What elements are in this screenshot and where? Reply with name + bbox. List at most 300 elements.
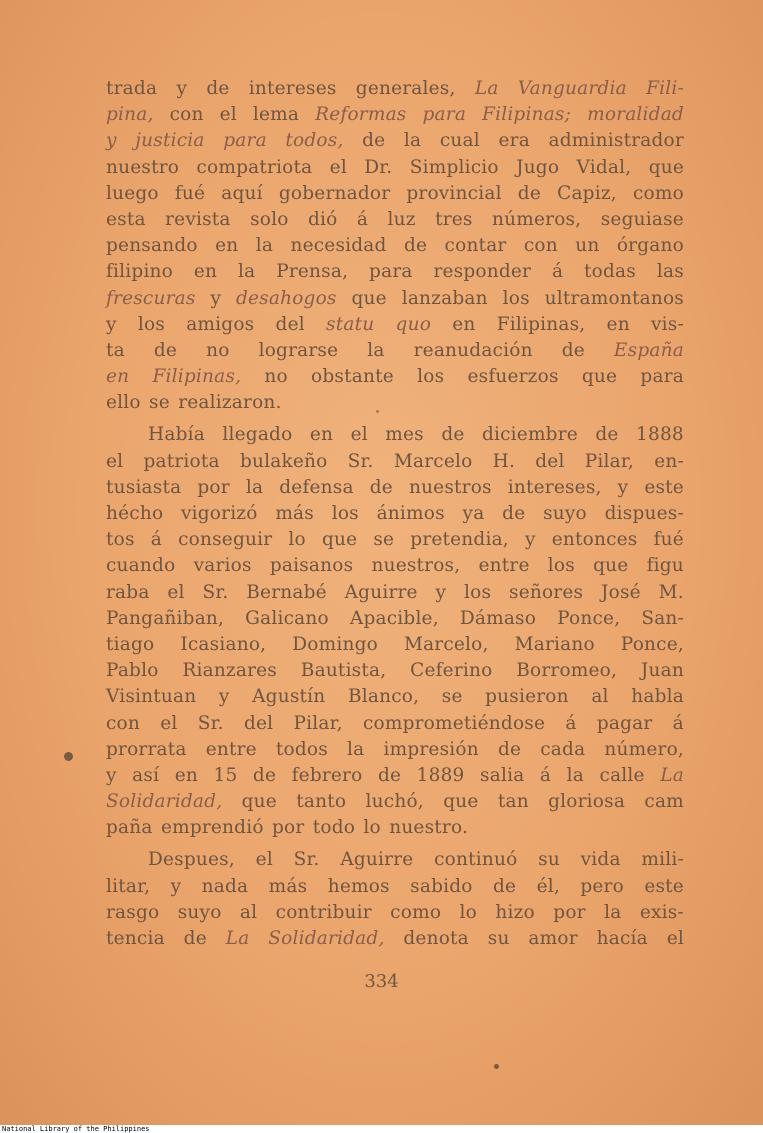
word: tan	[497, 791, 529, 813]
text-line	[106, 684, 684, 710]
word: por	[553, 901, 586, 923]
text-line	[106, 475, 684, 501]
italic-word: justicia	[135, 130, 205, 152]
page-number: 334	[364, 971, 399, 992]
word: de	[377, 764, 402, 786]
text-line	[106, 501, 684, 527]
word: á	[551, 261, 564, 283]
word: Marcelo	[393, 450, 473, 472]
word: del	[243, 712, 274, 734]
word: contar	[444, 235, 507, 257]
word: en	[606, 313, 630, 335]
word: Bautista,	[300, 660, 387, 682]
word: gobernador	[278, 182, 391, 204]
word: la	[566, 764, 585, 786]
word: que	[443, 791, 479, 813]
word: Apacible,	[349, 607, 439, 629]
word: lo	[288, 529, 306, 551]
word: intereses	[248, 78, 337, 99]
word: luz	[387, 208, 416, 230]
text-line	[106, 128, 684, 154]
italic-word: La	[474, 78, 499, 99]
word: administrador	[548, 130, 684, 152]
word: tos	[106, 529, 135, 551]
italic-word: Vanguardia	[517, 78, 627, 99]
text-line	[106, 181, 684, 207]
word: y	[106, 764, 117, 786]
word: Rianzares	[182, 660, 277, 682]
word: la	[245, 476, 264, 498]
ink-speck	[376, 410, 379, 413]
ink-speck	[64, 752, 73, 761]
word: Aguirre	[340, 849, 414, 871]
word: del	[275, 313, 305, 335]
library-credit: National Library of the Philippines	[2, 1125, 150, 1133]
text-line	[106, 815, 684, 841]
word: Sr.	[347, 450, 374, 472]
word: todos	[275, 738, 328, 760]
word: cam	[644, 791, 684, 813]
word: á	[672, 712, 684, 734]
word: por	[197, 476, 230, 498]
word: paña	[106, 817, 153, 839]
word: que	[241, 791, 277, 813]
word: raba	[106, 581, 150, 603]
word: suyo	[177, 901, 222, 923]
word: más	[268, 875, 308, 897]
word: esta	[106, 208, 146, 230]
word: dispues-	[604, 503, 684, 524]
word: habla	[631, 686, 684, 708]
word: Dámaso	[459, 607, 537, 629]
word: reanudación	[413, 339, 533, 361]
word: de	[497, 738, 522, 760]
word: lo	[363, 817, 381, 839]
word: 1888	[636, 424, 684, 446]
word: de	[502, 503, 526, 524]
word: Ceferino	[410, 660, 493, 682]
word: por	[272, 817, 305, 839]
word: se	[373, 529, 395, 551]
word: pero	[580, 875, 624, 897]
word: vida	[580, 849, 621, 871]
word: la	[604, 901, 622, 923]
word: y	[524, 529, 536, 551]
word: un	[575, 235, 600, 257]
text-line	[106, 580, 684, 606]
word: Vidal,	[576, 156, 632, 178]
word: Agustín	[252, 686, 326, 708]
word: el	[106, 450, 124, 472]
word: se	[441, 686, 463, 708]
word: entonces	[551, 529, 638, 551]
text-line	[106, 364, 684, 390]
word: la	[238, 261, 256, 283]
word: solo	[250, 208, 289, 230]
text-line	[106, 926, 684, 952]
text-line	[106, 286, 684, 312]
word: revista	[165, 208, 231, 230]
word: Icasiano,	[180, 633, 267, 655]
word: los	[331, 503, 359, 524]
word: patriota	[143, 450, 220, 472]
word: al	[239, 901, 258, 923]
text-line	[106, 874, 684, 900]
word: figu	[646, 555, 684, 577]
word: hacía	[596, 928, 648, 949]
word: la	[403, 130, 422, 152]
word: vigorizó	[181, 503, 258, 524]
word: luchó,	[365, 791, 424, 813]
word: ya	[462, 503, 485, 524]
word: Sr.	[202, 581, 229, 603]
word: así	[132, 764, 160, 786]
text-line	[106, 449, 684, 475]
word: sabido	[410, 875, 473, 897]
word: mili-	[641, 849, 684, 871]
word: nuestro.	[389, 817, 469, 839]
word: todo	[312, 817, 356, 839]
word: nuestros,	[371, 555, 461, 577]
word: H.	[492, 450, 516, 472]
word: llegado	[222, 424, 293, 446]
word: los	[137, 313, 165, 335]
word: ello	[106, 392, 141, 414]
word: salia	[480, 764, 525, 786]
text-line	[106, 527, 684, 553]
word: responder	[433, 261, 532, 283]
word: pretendia,	[410, 529, 509, 551]
word: y	[617, 476, 629, 498]
text-line	[106, 233, 684, 259]
word: y	[210, 287, 222, 309]
word: tres	[435, 208, 473, 230]
word: de	[362, 130, 386, 152]
italic-word: Solidaridad,	[268, 928, 385, 949]
italic-word: statu	[326, 313, 375, 335]
word: de	[183, 928, 207, 949]
ink-speck	[494, 1064, 499, 1069]
italic-word: frescuras	[106, 287, 196, 309]
word: filipino	[106, 261, 174, 283]
word: cuando	[106, 555, 176, 577]
word: de	[493, 875, 517, 897]
text-line	[106, 606, 684, 632]
word: Filipinas,	[496, 313, 586, 335]
word: obstante	[311, 366, 394, 388]
word: febrero	[291, 764, 363, 786]
word: de	[206, 78, 230, 99]
word: era	[498, 130, 530, 152]
word: Domingo	[292, 633, 378, 655]
word: las	[656, 261, 684, 283]
word: y	[170, 875, 182, 897]
word: en	[193, 261, 218, 283]
word: no	[206, 339, 230, 361]
italic-word: Filipinas,	[152, 366, 242, 388]
word: los	[547, 555, 575, 577]
word: que	[321, 529, 358, 551]
word: ultramontanos	[544, 287, 684, 309]
word: gloriosa	[548, 791, 626, 813]
word: litar,	[106, 875, 151, 897]
word: y	[176, 78, 188, 99]
word: Capiz,	[557, 182, 617, 204]
word: lema	[252, 104, 300, 126]
word: de	[595, 424, 619, 446]
word: luego	[106, 182, 159, 204]
word: de	[561, 339, 585, 361]
word: hécho	[106, 503, 164, 524]
word: comprometiéndose	[362, 712, 546, 734]
text-line	[106, 900, 684, 926]
word: compatriota	[196, 156, 313, 178]
word: los	[417, 366, 445, 388]
word: de	[517, 182, 541, 204]
word: Aguirre	[344, 581, 418, 603]
word: ta	[106, 339, 125, 361]
word: Pilar,	[293, 712, 343, 734]
word: pusieron	[485, 686, 569, 708]
word: hizo	[495, 901, 535, 923]
word: hemos	[327, 875, 390, 897]
word: en	[215, 235, 239, 257]
word: calle	[599, 764, 645, 786]
word: Visintuan	[106, 686, 197, 708]
word: su	[538, 849, 560, 871]
italic-word: La	[225, 928, 250, 949]
word: Sr.	[293, 849, 320, 871]
word: fué	[174, 182, 206, 204]
italic-word: para	[422, 104, 467, 126]
text-line	[106, 553, 684, 579]
word: no	[264, 366, 288, 388]
word: San-	[641, 607, 684, 629]
word: Ponce,	[620, 633, 684, 655]
word: en	[174, 764, 198, 786]
word: el	[167, 581, 185, 603]
text-line	[106, 763, 684, 789]
word: Ponce,	[557, 607, 621, 629]
word: órgano	[616, 235, 684, 257]
word: número,	[604, 738, 684, 760]
text-line	[106, 102, 684, 128]
word: del	[535, 450, 565, 472]
word: denota	[403, 928, 469, 949]
word: de	[153, 339, 178, 361]
text-line	[106, 789, 684, 815]
word: Mariano	[514, 633, 595, 655]
italic-word: en	[106, 366, 130, 388]
text-line	[106, 390, 684, 416]
word: Bernabé	[246, 581, 327, 603]
word: trada	[106, 78, 158, 99]
word: los	[502, 287, 530, 309]
word: intereses,	[507, 476, 602, 498]
word: de	[403, 235, 428, 257]
word: este	[644, 476, 684, 498]
word: amigos	[186, 313, 255, 335]
word: pensando	[106, 235, 198, 257]
word: á	[565, 712, 577, 734]
word: en-	[654, 450, 684, 472]
word: el	[255, 849, 273, 871]
italic-word: Fili-	[646, 78, 684, 99]
text-line	[106, 737, 684, 763]
word: la	[255, 235, 274, 257]
text-line	[106, 338, 684, 364]
word: Prensa,	[276, 261, 349, 283]
word: 15	[213, 764, 238, 786]
word: tusiasta	[106, 476, 182, 498]
word: generales,	[355, 78, 456, 99]
italic-word: moralidad	[587, 104, 684, 126]
word: fué	[653, 529, 684, 551]
word: realizaron.	[178, 392, 282, 414]
word: José	[601, 581, 641, 603]
italic-word: Reformas	[315, 104, 407, 126]
word: y	[106, 313, 117, 335]
word: suyo	[543, 503, 587, 524]
word: que	[593, 555, 629, 577]
word: á	[150, 529, 162, 551]
text-line	[106, 207, 684, 233]
word: pagar	[596, 712, 653, 734]
word: aquí	[221, 182, 263, 204]
text-line	[106, 422, 684, 448]
word: y	[218, 686, 230, 708]
word: provincial	[406, 182, 502, 204]
word: el	[350, 424, 368, 446]
word: tiago	[106, 633, 155, 655]
word: cada	[540, 738, 586, 760]
word: dió	[307, 208, 338, 230]
italic-word: y	[106, 130, 117, 152]
text-line	[106, 312, 684, 338]
italic-word: pina,	[106, 104, 154, 126]
word: Marcelo,	[403, 633, 489, 655]
word: para	[640, 366, 684, 388]
italic-word: todos,	[285, 130, 344, 152]
word: Pilar,	[584, 450, 634, 472]
word: como	[390, 901, 442, 923]
word: con	[169, 104, 204, 126]
word: lanzaban	[401, 287, 488, 309]
text-line	[106, 847, 684, 873]
word: en	[452, 313, 476, 335]
italic-word: Solidaridad,	[106, 791, 223, 813]
text-line	[106, 259, 684, 285]
word: los	[464, 581, 492, 603]
word: la	[347, 738, 365, 760]
word: vis-	[651, 313, 684, 335]
word: Simplicio	[409, 156, 499, 178]
italic-word: Filipinas;	[482, 104, 572, 126]
word: todas	[584, 261, 636, 283]
word: Pablo	[106, 660, 159, 682]
word: Había	[148, 424, 205, 446]
text-line	[106, 711, 684, 737]
word: en	[309, 424, 334, 446]
word: para	[369, 261, 413, 283]
word: mes	[385, 424, 424, 446]
word: diciembre	[481, 424, 578, 446]
word: contribuir	[275, 901, 372, 923]
word: Blanco,	[347, 686, 420, 708]
word: Borromeo,	[516, 660, 618, 682]
word: prorrata	[106, 738, 187, 760]
word: Sr.	[197, 712, 224, 734]
word: que	[581, 366, 618, 388]
word: la	[367, 339, 385, 361]
word: Despues,	[148, 849, 235, 871]
word: al	[591, 686, 609, 708]
word: tencia	[106, 928, 165, 949]
word: Jugo	[516, 156, 560, 178]
word: el	[219, 104, 237, 126]
word: y	[435, 581, 447, 603]
word: más	[275, 503, 314, 524]
text-line	[106, 76, 684, 102]
word: el	[666, 928, 684, 949]
word: lograrse	[258, 339, 339, 361]
word: 1889	[416, 764, 465, 786]
word: Galicano	[245, 607, 329, 629]
word: se	[149, 392, 170, 414]
word: señores	[509, 581, 584, 603]
word: amor	[528, 928, 578, 949]
word: paisanos	[269, 555, 354, 577]
word: Juan	[640, 660, 684, 682]
word: seguiase	[600, 208, 684, 230]
word: impresión	[383, 738, 479, 760]
word: Pangañiban,	[106, 607, 225, 629]
word: necesidad	[290, 235, 387, 257]
word: nuestro	[106, 156, 180, 178]
italic-word: para	[223, 130, 267, 152]
word: ánimos	[376, 503, 445, 524]
italic-word: La	[660, 764, 684, 786]
word: exis-	[639, 901, 684, 923]
text-line	[106, 155, 684, 181]
page-body-text	[106, 76, 684, 952]
word: bulakeño	[239, 450, 328, 472]
word: su	[487, 928, 510, 949]
word: este	[644, 875, 684, 897]
word: conseguir	[178, 529, 273, 551]
word: él,	[536, 875, 560, 897]
word: como	[632, 182, 684, 204]
word: defensa	[279, 476, 354, 498]
word: á	[356, 208, 369, 230]
word: esfuerzos	[467, 366, 559, 388]
word: que	[351, 287, 387, 309]
word: de	[369, 476, 393, 498]
word: Dr.	[364, 156, 393, 178]
word: emprendió	[160, 817, 264, 839]
word: nada	[201, 875, 249, 897]
word: el	[160, 712, 178, 734]
word: números,	[492, 208, 582, 230]
word: M.	[658, 581, 684, 603]
text-line	[106, 632, 684, 658]
word: que	[648, 156, 684, 178]
word: varios	[193, 555, 252, 577]
word: de	[441, 424, 465, 446]
word: á	[539, 764, 552, 786]
word: con	[523, 235, 558, 257]
word: rasgo	[106, 901, 160, 923]
